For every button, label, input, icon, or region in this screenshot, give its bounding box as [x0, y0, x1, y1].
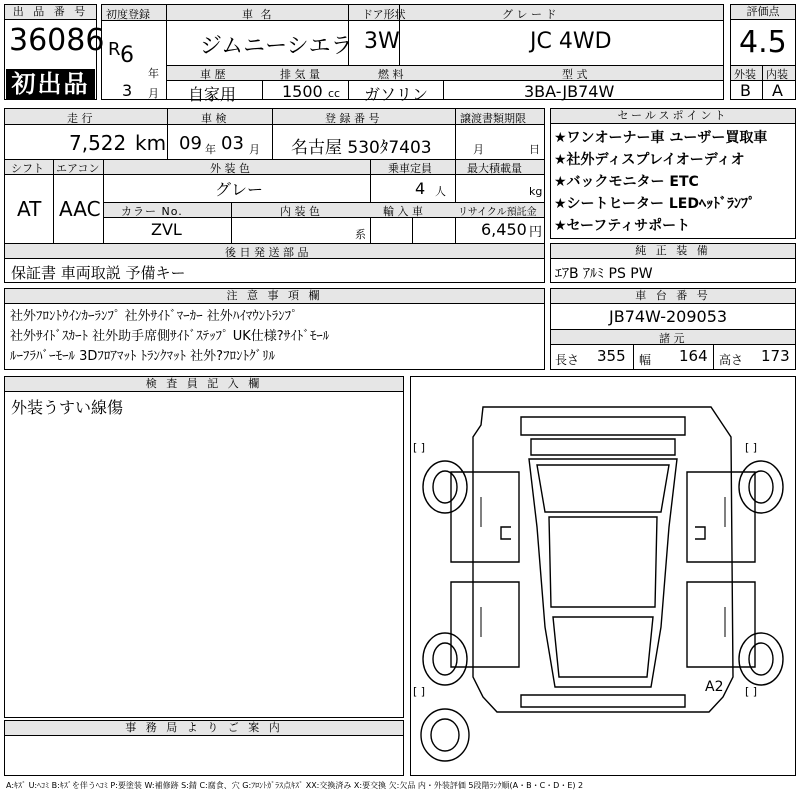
recycle: 6,450 — [481, 220, 527, 239]
spare-tire — [421, 709, 469, 761]
bracket-top-left: [ ] — [413, 441, 426, 454]
month-unit: 月 — [148, 87, 159, 100]
color-no-label: カラー No. — [121, 205, 183, 218]
sales-point: ★シートヒーター LEDﾍｯﾄﾞﾗﾝﾌﾟ — [554, 196, 755, 212]
width-label: 幅 — [639, 353, 652, 367]
year-unit: 年 — [148, 67, 159, 80]
first-listing-badge: 初出品 — [6, 69, 95, 99]
chassis-number: JB74W-209053 — [609, 307, 728, 326]
car-name: ジムニーシエラ — [200, 34, 353, 59]
door-label: ドア形状 — [362, 8, 406, 21]
wheel-front-left-inner — [433, 471, 457, 503]
inspection-year-unit: 年 — [205, 143, 216, 156]
bracket-bottom-right: [ ] — [745, 685, 758, 698]
inspection-year: 09 — [179, 133, 202, 154]
length-label: 長さ — [555, 353, 580, 367]
lot-block — [4, 4, 105, 100]
sales-point: ★バックモニター ETC — [554, 174, 699, 190]
wheel-front-right — [739, 461, 783, 513]
fuel: ガソリン — [364, 85, 429, 104]
sales-points-label: セールスポイント — [551, 109, 795, 124]
chassis-label: 車 台 番 号 — [551, 289, 795, 304]
exterior-label: 外装 — [734, 68, 756, 81]
int-color-label: 内 装 色 — [280, 205, 320, 218]
plate-number: 名古屋 530ﾀ7403 — [291, 138, 432, 158]
office-block — [4, 720, 404, 776]
ac-label: エアコン — [56, 162, 100, 175]
first-reg-month: 3 — [122, 81, 133, 100]
car-name-label: 車 名 — [242, 8, 274, 21]
ext-color: グレー — [215, 180, 264, 199]
dims-label: 諸 元 — [659, 332, 685, 345]
wheel-rear-left-inner — [433, 643, 457, 675]
mileage-label: 走 行 — [67, 112, 93, 125]
rear-window — [553, 617, 653, 677]
score-label: 評価点 — [731, 5, 795, 20]
car-diagram — [411, 377, 795, 775]
plate-label: 登 録 番 号 — [325, 112, 380, 125]
car-diagram-block — [410, 376, 796, 776]
transfer-day-unit: 日 — [529, 143, 540, 156]
inspection-month-unit: 月 — [249, 143, 260, 156]
era-year: 6 — [120, 43, 134, 68]
load-label: 最大積載量 — [467, 162, 522, 175]
fuel-label: 燃 料 — [378, 68, 404, 81]
sales-points-list — [554, 127, 767, 237]
notes-label: 注 意 事 項 欄 — [5, 289, 544, 304]
body-outline — [473, 407, 733, 712]
note-line: ﾙｰﾌﾗﾊﾞｰﾓｰﾙ 3Dﾌﾛｱﾏｯﾄ ﾄﾗﾝｸﾏｯﾄ 社外?ﾌﾛﾝﾄｸﾞﾘﾙ — [10, 349, 276, 364]
spare-tire-inner — [431, 719, 459, 751]
history-label: 車 歴 — [200, 68, 226, 81]
chassis-block — [550, 288, 796, 370]
displacement: 1500 — [282, 82, 323, 101]
windshield — [537, 465, 669, 512]
details-block — [4, 108, 545, 283]
mileage-unit: km — [135, 131, 167, 155]
grade-label: グ レ ー ド — [502, 8, 557, 21]
later-parts-label: 後 日 発 送 部 品 — [225, 246, 309, 259]
mileage: 7,522 — [69, 131, 127, 155]
right-rear-panel — [687, 582, 755, 667]
inspection-label: 車 検 — [201, 112, 227, 125]
lot-label: 出 品 番 号 — [5, 5, 96, 20]
capacity: 4 — [415, 179, 426, 198]
mirror-right — [695, 527, 705, 539]
inspector-note: 外装うすい線傷 — [11, 398, 124, 417]
roof — [549, 517, 657, 607]
score: 4.5 — [739, 25, 787, 60]
first-reg-label: 初度登録 — [106, 8, 150, 21]
ac: AAC — [59, 197, 101, 221]
import-label: 輸 入 車 — [383, 205, 423, 218]
shift: AT — [17, 197, 42, 221]
transfer-month-unit: 月 — [473, 143, 484, 156]
recycle-label: リサイクル預託金 — [458, 207, 537, 218]
width: 164 — [679, 347, 708, 365]
cabin-outline — [529, 459, 677, 687]
vehicle-info-block — [101, 4, 724, 104]
grade: JC 4WD — [530, 29, 612, 54]
capacity-label: 乗車定員 — [388, 162, 432, 175]
grille — [531, 439, 675, 455]
equipment-block — [550, 243, 796, 283]
sales-point: ★セーフティサポート — [554, 218, 691, 234]
recycle-unit: 円 — [529, 225, 543, 240]
wheel-front-left — [423, 461, 467, 513]
front-bumper — [521, 417, 685, 435]
exterior-grade: B — [740, 81, 751, 100]
capacity-unit: 人 — [435, 185, 446, 198]
height: 173 — [761, 347, 790, 365]
wheel-rear-left — [423, 633, 467, 685]
sales-point: ★社外ディスプレイオーディオ — [554, 152, 745, 168]
ext-color-label: 外 装 色 — [210, 162, 250, 175]
length: 355 — [597, 347, 626, 365]
rear-bumper — [521, 695, 685, 707]
inspector-block — [4, 376, 404, 718]
history: 自家用 — [188, 85, 237, 104]
mirror-left — [501, 527, 511, 539]
left-front-panel — [451, 472, 519, 562]
right-front-panel — [687, 472, 755, 562]
notes-block — [4, 288, 545, 370]
score-block — [730, 4, 796, 100]
wheel-rear-right-inner — [749, 643, 773, 675]
bracket-top-right: [ ] — [745, 441, 758, 454]
left-rear-panel — [451, 582, 519, 667]
interior-grade: A — [772, 81, 783, 100]
load-unit: kg — [529, 185, 543, 198]
shift-label: シフト — [11, 162, 44, 175]
equipment-label: 純 正 装 備 — [551, 244, 795, 259]
model-code: 3BA-JB74W — [524, 82, 615, 101]
door-type: 3W — [364, 29, 400, 54]
sales-point: ★ワンオーナー車 ユーザー買取車 — [554, 130, 768, 146]
era-prefix: R — [108, 39, 121, 60]
interior-label: 内装 — [766, 68, 788, 81]
sales-points-block — [550, 108, 796, 239]
height-label: 高さ — [719, 353, 744, 367]
notes-list — [10, 307, 329, 367]
displacement-unit: cc — [328, 87, 341, 100]
office-label: 事 務 局 よ り ご 案 内 — [5, 721, 403, 736]
inspector-label: 検 査 員 記 入 欄 — [5, 377, 403, 392]
later-parts: 保証書 車両取説 予備キー — [11, 264, 186, 282]
wheel-rear-right — [739, 633, 783, 685]
note-line: 社外ｻｲﾄﾞｽｶｰﾄ 社外助手席側ｻｲﾄﾞｽﾃｯﾌﾟ UK仕様?ｻｲﾄﾞﾓｰﾙ — [10, 329, 330, 344]
damage-mark: A2 — [705, 679, 724, 695]
displacement-label: 排 気 量 — [280, 68, 320, 81]
transfer-label: 譲渡書類期限 — [460, 112, 526, 125]
bracket-bottom-left: [ ] — [413, 685, 426, 698]
equipment: ｴｱB ｱﾙﾐ PS PW — [555, 266, 653, 282]
note-line: 社外ﾌﾛﾝﾄｳｲﾝｶｰﾗﾝﾌﾟ 社外ｻｲﾄﾞﾏｰｶｰ 社外ﾊｲﾏｳﾝﾄﾗﾝﾌﾟ — [10, 309, 298, 324]
wheel-front-right-inner — [749, 471, 773, 503]
color-no: ZVL — [151, 220, 182, 239]
legend: A:ｷｽﾞ U:ﾍｺﾐ B:ｷｽﾞを伴うﾍｺﾐ P:要塗装 W:補修跡 S:錆 C:腐食、穴 G:ﾌﾛﾝﾄｶﾞﾗｽ点ｷｽﾞ XX:交換済み X:要交換 欠:欠品 内・外装評価 5段階ﾗﾝｸ順(A・B・C・D・E) 2 — [6, 781, 584, 790]
inspection-month: 03 — [221, 133, 244, 154]
int-color-unit: 系 — [355, 228, 366, 241]
model-code-label: 型 式 — [562, 68, 588, 81]
lot-number: 36086 — [9, 23, 105, 58]
